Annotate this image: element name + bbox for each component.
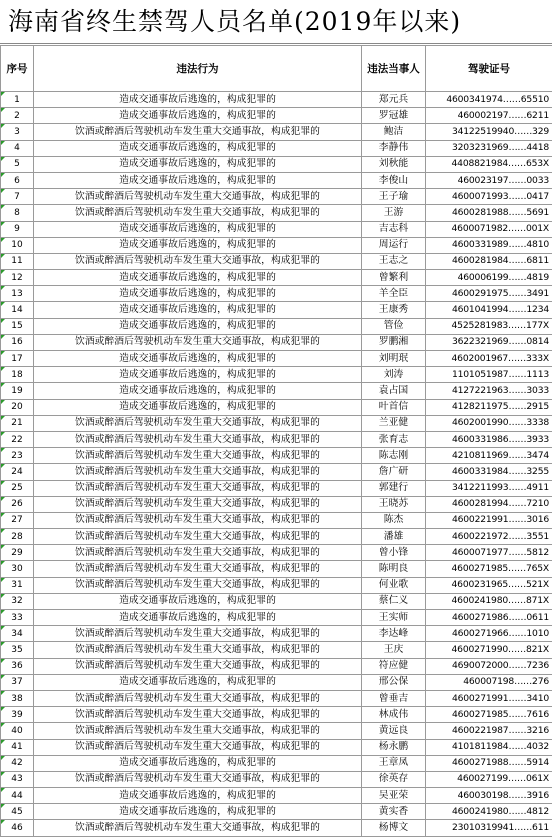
license-number-cell: 3203231969……4418 [426, 140, 552, 156]
violation-cell: 造成交通事故后逃逸的，构成犯罪的 [34, 383, 362, 399]
row-index-cell: 1 [1, 92, 34, 108]
row-index-cell: 9 [1, 221, 34, 237]
table-row [1, 820, 552, 836]
license-number-cell: 3622321969……0814 [426, 334, 552, 350]
violation-cell: 饮酒或醉酒后驾驶机动车发生重大交通事故，构成犯罪的 [34, 561, 362, 577]
violation-cell: 造成交通事故后逃逸的，构成犯罪的 [34, 351, 362, 367]
row-index-cell: 33 [1, 610, 34, 626]
violation-cell: 饮酒或醉酒后驾驶机动车发生重大交通事故，构成犯罪的 [34, 545, 362, 561]
violation-cell: 造成交通事故后逃逸的，构成犯罪的 [34, 221, 362, 237]
party-name-cell: 刘明珉 [362, 351, 426, 367]
header-party: 违法当事人 [362, 46, 426, 92]
table-row [1, 496, 552, 512]
row-index-cell: 40 [1, 723, 34, 739]
violation-cell: 饮酒或醉酒后驾驶机动车发生重大交通事故，构成犯罪的 [34, 577, 362, 593]
license-number-cell: 4600281984……6811 [426, 253, 552, 269]
violation-cell: 造成交通事故后逃逸的，构成犯罪的 [34, 172, 362, 188]
row-index-cell: 8 [1, 205, 34, 221]
row-index-cell: 3 [1, 124, 34, 140]
row-index-cell: 4 [1, 140, 34, 156]
violation-cell: 饮酒或醉酒后驾驶机动车发生重大交通事故，构成犯罪的 [34, 334, 362, 350]
row-index-cell: 45 [1, 804, 34, 820]
table-row [1, 690, 552, 706]
violation-cell: 饮酒或醉酒后驾驶机动车发生重大交通事故，构成犯罪的 [34, 496, 362, 512]
row-index-cell: 38 [1, 690, 34, 706]
party-name-cell: 罗鹏湘 [362, 334, 426, 350]
table-row [1, 593, 552, 609]
license-number-cell: 4210811969……3474 [426, 448, 552, 464]
violation-cell: 造成交通事故后逃逸的，构成犯罪的 [34, 674, 362, 690]
license-number-cell: 34122519940……329 [426, 124, 552, 140]
row-index-cell: 5 [1, 156, 34, 172]
party-name-cell: 曾小锋 [362, 545, 426, 561]
violation-cell: 饮酒或醉酒后驾驶机动车发生重大交通事故，构成犯罪的 [34, 124, 362, 140]
violation-cell: 饮酒或醉酒后驾驶机动车发生重大交通事故，构成犯罪的 [34, 820, 362, 836]
row-index-cell: 22 [1, 431, 34, 447]
table-row [1, 221, 552, 237]
party-name-cell: 刘涛 [362, 367, 426, 383]
row-index-cell: 35 [1, 642, 34, 658]
violation-cell: 饮酒或醉酒后驾驶机动车发生重大交通事故，构成犯罪的 [34, 529, 362, 545]
license-number-cell: 460030198……3916 [426, 788, 552, 804]
party-name-cell: 王晓苏 [362, 496, 426, 512]
table-row [1, 253, 552, 269]
violation-cell: 饮酒或醉酒后驾驶机动车发生重大交通事故，构成犯罪的 [34, 512, 362, 528]
license-number-cell: 4600221991……3016 [426, 512, 552, 528]
license-number-cell: 4101811984……4032 [426, 739, 552, 755]
row-index-cell: 6 [1, 172, 34, 188]
row-index-cell: 39 [1, 707, 34, 723]
table-row [1, 156, 552, 172]
party-name-cell: 李俊山 [362, 172, 426, 188]
party-name-cell: 曾垂吉 [362, 690, 426, 706]
party-name-cell: 李达峰 [362, 626, 426, 642]
party-name-cell: 周运行 [362, 237, 426, 253]
table-row [1, 140, 552, 156]
table-row [1, 302, 552, 318]
license-number-cell: 4602001990……3338 [426, 415, 552, 431]
row-index-cell: 10 [1, 237, 34, 253]
violation-cell: 造成交通事故后逃逸的，构成犯罪的 [34, 788, 362, 804]
party-name-cell: 陈明良 [362, 561, 426, 577]
party-name-cell: 兰亚健 [362, 415, 426, 431]
violation-cell: 饮酒或醉酒后驾驶机动车发生重大交通事故，构成犯罪的 [34, 253, 362, 269]
violation-cell: 造成交通事故后逃逸的，构成犯罪的 [34, 108, 362, 124]
header-index: 序号 [1, 46, 34, 92]
row-index-cell: 20 [1, 399, 34, 415]
row-index-cell: 24 [1, 464, 34, 480]
party-name-cell: 罗冠雄 [362, 108, 426, 124]
license-number-cell: 1101051987……1113 [426, 367, 552, 383]
table-header-row [1, 46, 552, 92]
party-name-cell: 王庆 [362, 642, 426, 658]
license-number-cell: 4600241980……871X [426, 593, 552, 609]
license-number-cell: 4128211975……2915 [426, 399, 552, 415]
party-name-cell: 陈志刚 [362, 448, 426, 464]
table-row [1, 739, 552, 755]
license-number-cell: 4600271966……1010 [426, 626, 552, 642]
row-index-cell: 43 [1, 771, 34, 787]
party-name-cell: 王子瑜 [362, 189, 426, 205]
table-row [1, 270, 552, 286]
row-index-cell: 21 [1, 415, 34, 431]
table-row [1, 804, 552, 820]
table-row [1, 771, 552, 787]
header-license: 驾驶证号 [426, 46, 552, 92]
table-row [1, 367, 552, 383]
row-index-cell: 27 [1, 512, 34, 528]
table-row [1, 431, 552, 447]
violation-cell: 造成交通事故后逃逸的，构成犯罪的 [34, 318, 362, 334]
violation-cell: 饮酒或醉酒后驾驶机动车发生重大交通事故，构成犯罪的 [34, 415, 362, 431]
license-number-cell: 4600271985……765X [426, 561, 552, 577]
license-number-cell: 4408821984……653X [426, 156, 552, 172]
party-name-cell: 林成伟 [362, 707, 426, 723]
violation-cell: 造成交通事故后逃逸的，构成犯罪的 [34, 399, 362, 415]
license-number-cell: 4690072000……7236 [426, 658, 552, 674]
row-index-cell: 32 [1, 593, 34, 609]
table-row [1, 755, 552, 771]
violation-cell: 造成交通事故后逃逸的，构成犯罪的 [34, 804, 362, 820]
violation-cell: 饮酒或醉酒后驾驶机动车发生重大交通事故，构成犯罪的 [34, 464, 362, 480]
row-index-cell: 25 [1, 480, 34, 496]
license-number-cell: 4600071982……001X [426, 221, 552, 237]
license-number-cell: 460027199……061X [426, 771, 552, 787]
party-name-cell: 曾繁利 [362, 270, 426, 286]
violation-cell: 造成交通事故后逃逸的，构成犯罪的 [34, 237, 362, 253]
party-name-cell: 詹广研 [362, 464, 426, 480]
license-number-cell: 4600281994……7210 [426, 496, 552, 512]
violation-cell: 饮酒或醉酒后驾驶机动车发生重大交通事故，构成犯罪的 [34, 626, 362, 642]
table-body [1, 92, 552, 837]
party-name-cell: 王康秀 [362, 302, 426, 318]
party-name-cell: 吉志科 [362, 221, 426, 237]
table-row [1, 610, 552, 626]
row-index-cell: 28 [1, 529, 34, 545]
party-name-cell: 何业歌 [362, 577, 426, 593]
license-number-cell: 4602001967……333X [426, 351, 552, 367]
party-name-cell: 潘雄 [362, 529, 426, 545]
violation-cell: 饮酒或醉酒后驾驶机动车发生重大交通事故，构成犯罪的 [34, 431, 362, 447]
party-name-cell: 吴亚荣 [362, 788, 426, 804]
row-index-cell: 18 [1, 367, 34, 383]
license-number-cell: 4600341974……65510 [426, 92, 552, 108]
row-index-cell: 11 [1, 253, 34, 269]
violation-cell: 饮酒或醉酒后驾驶机动车发生重大交通事故，构成犯罪的 [34, 690, 362, 706]
table-row [1, 480, 552, 496]
violation-cell: 饮酒或醉酒后驾驶机动车发生重大交通事故，构成犯罪的 [34, 448, 362, 464]
row-index-cell: 29 [1, 545, 34, 561]
table-row [1, 189, 552, 205]
table-row [1, 545, 552, 561]
table-row [1, 399, 552, 415]
license-number-cell: 4600271988……5914 [426, 755, 552, 771]
party-name-cell: 王章凤 [362, 755, 426, 771]
table-row [1, 788, 552, 804]
violation-cell: 饮酒或醉酒后驾驶机动车发生重大交通事故，构成犯罪的 [34, 642, 362, 658]
table-row [1, 723, 552, 739]
table-row [1, 674, 552, 690]
violation-cell: 造成交通事故后逃逸的，构成犯罪的 [34, 302, 362, 318]
party-name-cell: 陈杰 [362, 512, 426, 528]
row-index-cell: 2 [1, 108, 34, 124]
license-number-cell: 4600221987……3216 [426, 723, 552, 739]
table-row [1, 237, 552, 253]
license-number-cell: 4600071977……5812 [426, 545, 552, 561]
party-name-cell: 符应健 [362, 658, 426, 674]
table-row [1, 334, 552, 350]
license-number-cell: 4600291975……3491 [426, 286, 552, 302]
party-name-cell: 叶首信 [362, 399, 426, 415]
violation-cell: 造成交通事故后逃逸的，构成犯罪的 [34, 92, 362, 108]
party-name-cell: 黄远良 [362, 723, 426, 739]
row-index-cell: 23 [1, 448, 34, 464]
party-name-cell: 郭建行 [362, 480, 426, 496]
license-number-cell: 460023197……0033 [426, 172, 552, 188]
table-row [1, 464, 552, 480]
table-row [1, 351, 552, 367]
license-number-cell: 3412211993……4911 [426, 480, 552, 496]
license-number-cell: 4600331989……4810 [426, 237, 552, 253]
party-name-cell: 郑元兵 [362, 92, 426, 108]
header-violation: 违法行为 [34, 46, 362, 92]
row-index-cell: 13 [1, 286, 34, 302]
table-row [1, 658, 552, 674]
party-name-cell: 杨永鹏 [362, 739, 426, 755]
license-number-cell: 4600331984……3255 [426, 464, 552, 480]
violation-cell: 饮酒或醉酒后驾驶机动车发生重大交通事故，构成犯罪的 [34, 771, 362, 787]
violation-cell: 造成交通事故后逃逸的，构成犯罪的 [34, 755, 362, 771]
party-name-cell: 袁占国 [362, 383, 426, 399]
license-number-cell: 460006199……4819 [426, 270, 552, 286]
party-name-cell: 黄实香 [362, 804, 426, 820]
row-index-cell: 46 [1, 820, 34, 836]
license-number-cell: 460002197……6211 [426, 108, 552, 124]
party-name-cell: 王志之 [362, 253, 426, 269]
license-number-cell: 4600241980……4812 [426, 804, 552, 820]
table-row [1, 108, 552, 124]
violation-cell: 饮酒或醉酒后驾驶机动车发生重大交通事故，构成犯罪的 [34, 480, 362, 496]
license-number-cell: 4525281983……177X [426, 318, 552, 334]
violation-cell: 造成交通事故后逃逸的，构成犯罪的 [34, 156, 362, 172]
party-name-cell: 鲍洁 [362, 124, 426, 140]
violation-cell: 饮酒或醉酒后驾驶机动车发生重大交通事故，构成犯罪的 [34, 189, 362, 205]
party-name-cell: 张育志 [362, 431, 426, 447]
table-row [1, 124, 552, 140]
party-name-cell: 王游 [362, 205, 426, 221]
table-row [1, 286, 552, 302]
table-row [1, 415, 552, 431]
row-index-cell: 44 [1, 788, 34, 804]
row-index-cell: 37 [1, 674, 34, 690]
license-number-cell: 4600221972……3551 [426, 529, 552, 545]
row-index-cell: 14 [1, 302, 34, 318]
violation-cell: 饮酒或醉酒后驾驶机动车发生重大交通事故，构成犯罪的 [34, 739, 362, 755]
table-row [1, 577, 552, 593]
table-row [1, 172, 552, 188]
row-index-cell: 26 [1, 496, 34, 512]
violation-cell: 饮酒或醉酒后驾驶机动车发生重大交通事故，构成犯罪的 [34, 723, 362, 739]
row-index-cell: 12 [1, 270, 34, 286]
license-number-cell: 460007198……276 [426, 674, 552, 690]
page-title: 海南省终生禁驾人员名单(2019年以来) [0, 0, 552, 44]
party-name-cell: 羊全臣 [362, 286, 426, 302]
row-index-cell: 41 [1, 739, 34, 755]
table-row [1, 642, 552, 658]
table-row [1, 448, 552, 464]
violation-cell: 造成交通事故后逃逸的，构成犯罪的 [34, 270, 362, 286]
table-row [1, 626, 552, 642]
license-number-cell: 23010319941……611 [426, 820, 552, 836]
party-name-cell: 王实师 [362, 610, 426, 626]
violation-cell: 饮酒或醉酒后驾驶机动车发生重大交通事故，构成犯罪的 [34, 205, 362, 221]
party-name-cell: 杨博文 [362, 820, 426, 836]
banned-drivers-table [0, 45, 552, 837]
row-index-cell: 19 [1, 383, 34, 399]
license-number-cell: 4600071993……0417 [426, 189, 552, 205]
license-number-cell: 4600281988……5691 [426, 205, 552, 221]
violation-cell: 造成交通事故后逃逸的，构成犯罪的 [34, 593, 362, 609]
license-number-cell: 4600271991……3410 [426, 690, 552, 706]
violation-cell: 饮酒或醉酒后驾驶机动车发生重大交通事故，构成犯罪的 [34, 707, 362, 723]
license-number-cell: 4600231965……521X [426, 577, 552, 593]
table-row [1, 383, 552, 399]
row-index-cell: 36 [1, 658, 34, 674]
license-number-cell: 4127221963……3033 [426, 383, 552, 399]
table-row [1, 561, 552, 577]
party-name-cell: 刘秋能 [362, 156, 426, 172]
violation-cell: 造成交通事故后逃逸的，构成犯罪的 [34, 140, 362, 156]
violation-cell: 造成交通事故后逃逸的，构成犯罪的 [34, 286, 362, 302]
row-index-cell: 42 [1, 755, 34, 771]
party-name-cell: 徐英存 [362, 771, 426, 787]
table-row [1, 205, 552, 221]
row-index-cell: 30 [1, 561, 34, 577]
party-name-cell: 邢公保 [362, 674, 426, 690]
table-row [1, 92, 552, 108]
license-number-cell: 4600271990……821X [426, 642, 552, 658]
party-name-cell: 管俭 [362, 318, 426, 334]
table-row [1, 318, 552, 334]
row-index-cell: 15 [1, 318, 34, 334]
row-index-cell: 31 [1, 577, 34, 593]
party-name-cell: 李静伟 [362, 140, 426, 156]
table-row [1, 512, 552, 528]
row-index-cell: 7 [1, 189, 34, 205]
row-index-cell: 17 [1, 351, 34, 367]
license-number-cell: 4600271985……7616 [426, 707, 552, 723]
license-number-cell: 4601041994……1234 [426, 302, 552, 318]
violation-cell: 造成交通事故后逃逸的，构成犯罪的 [34, 367, 362, 383]
violation-cell: 造成交通事故后逃逸的，构成犯罪的 [34, 610, 362, 626]
license-number-cell: 4600331986……3933 [426, 431, 552, 447]
violation-cell: 饮酒或醉酒后驾驶机动车发生重大交通事故，构成犯罪的 [34, 658, 362, 674]
row-index-cell: 34 [1, 626, 34, 642]
table-row [1, 529, 552, 545]
table-row [1, 707, 552, 723]
party-name-cell: 蔡仁义 [362, 593, 426, 609]
license-number-cell: 4600271986……0611 [426, 610, 552, 626]
row-index-cell: 16 [1, 334, 34, 350]
